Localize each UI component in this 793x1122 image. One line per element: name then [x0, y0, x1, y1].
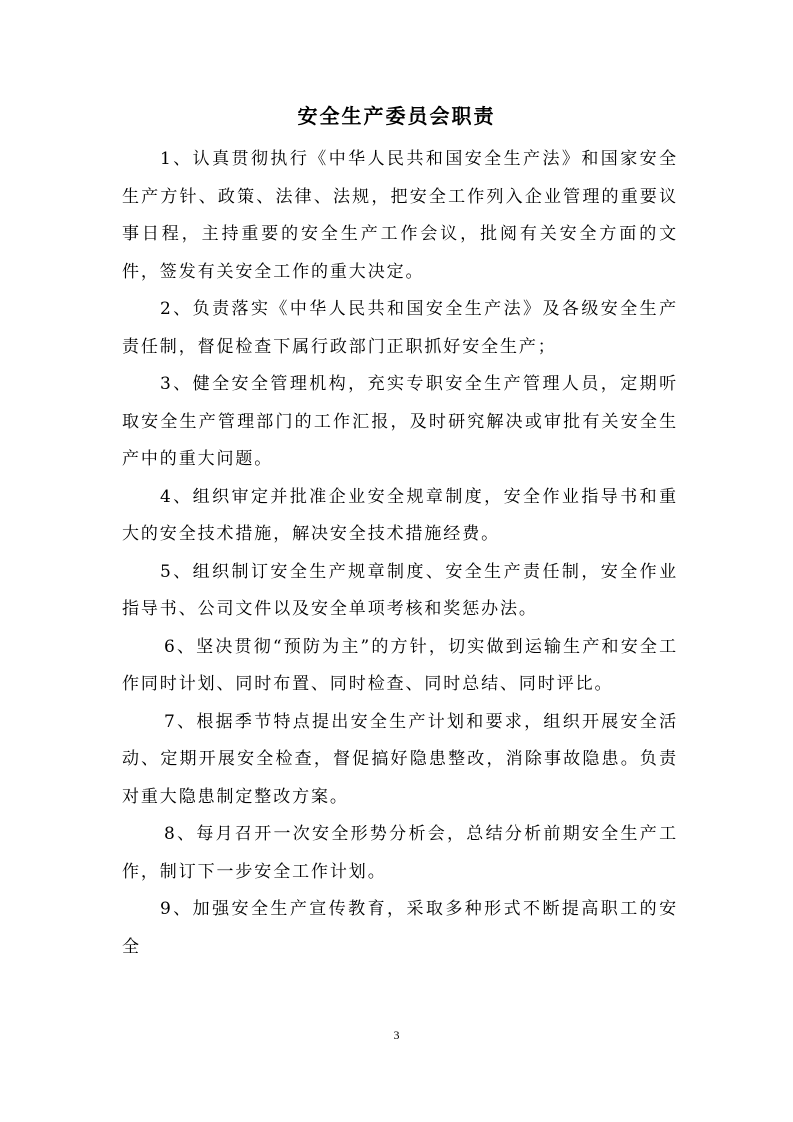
page-number: 3 — [393, 1028, 400, 1042]
paragraph-8: 8、每月召开一次安全形势分析会，总结分析前期安全生产工作，制订下一步安全工作计划。 — [122, 824, 678, 882]
paragraph-5: 5、组织制订安全生产规章制度、安全生产责任制，安全作业指导书、公司文件以及安全单项考核和奖惩办法。 — [122, 561, 678, 619]
paragraph-2: 2、负责落实《中华人民共和国安全生产法》及各级安全生产责任制，督促检查下属行政部门正职抓好安全生产； — [122, 299, 678, 357]
paragraph-9: 9、加强安全生产宣传教育，采取多种形式不断提高职工的安全 — [122, 899, 678, 957]
paragraph-1: 1、认真贯彻执行《中华人民共和国安全生产法》和国家安全生产方针、政策、法律、法规，把安全工作列入企业管理的重要议事日程，主持重要的安全生产工作会议，批阅有关安全方面的文件，签发有关安全工作的重大决定。 — [122, 149, 678, 282]
paragraph-3: 3、健全安全管理机构，充实专职安全生产管理人员，定期听取安全生产管理部门的工作汇报，及时研究解决或审批有关安全生产中的重大问题。 — [122, 374, 678, 469]
page-title: 安全生产委员会职责 — [297, 104, 496, 128]
paragraph-7: 7、根据季节特点提出安全生产计划和要求，组织开展安全活动、定期开展安全检查，督促搞好隐患整改，消除事故隐患。负责对重大隐患制定整改方案。 — [122, 711, 678, 807]
paragraph-4: 4、组织审定并批准企业安全规章制度，安全作业指导书和重大的安全技术措施，解决安全技术措施经费。 — [122, 486, 678, 544]
document-body — [122, 141, 678, 966]
paragraph-6: 6、坚决贯彻“预防为主”的方针，切实做到运输生产和安全工作同时计划、同时布置、同时检查、同时总结、同时评比。 — [122, 636, 678, 694]
